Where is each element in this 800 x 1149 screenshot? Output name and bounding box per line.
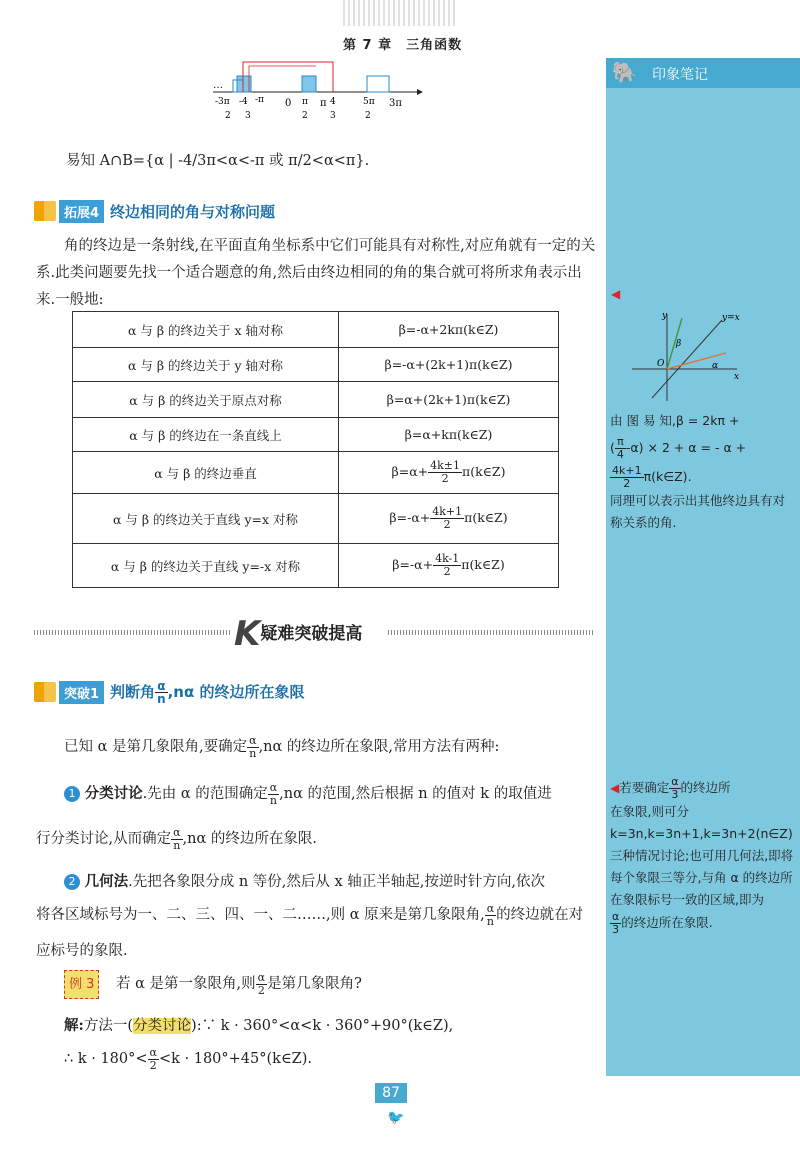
notes-title: 印象笔记: [652, 67, 708, 83]
table-cell: α 与 β 的终边关于直线 y=x 对称: [73, 494, 339, 544]
label-y: y: [662, 311, 668, 321]
tick-pi-2-den: 2: [302, 111, 308, 121]
tick-3pi: 3π: [389, 98, 402, 109]
method-1: 1 分类讨论.先由 α 的范围确定 $\frac{\alpha}{n}$ ,nα 的范围,然后根据 n 的值对 k 的取值进: [64, 780, 604, 808]
book-icon: [34, 201, 56, 221]
set-b-bracket: [243, 62, 333, 92]
section-title: 判断角 $\frac{\alpha}{n}$ ,nα 的终边所在象限: [110, 678, 305, 706]
table-cell: α 与 β 的终边关于直线 y=-x 对称: [73, 544, 339, 588]
table-cell: α 与 β 的终边关于 x 轴对称: [73, 312, 339, 348]
number-circle: 2: [64, 874, 80, 890]
tick-neg-3pi-2: -3π: [215, 97, 230, 107]
table-cell: β=-α+ $\frac{4k-1}{2}$ π(k∈Z): [339, 544, 559, 588]
method-1-cont: 行分类讨论,从而确定 $\frac{\alpha}{n}$ ,nα 的终边所在象限.: [36, 825, 318, 852]
ellipsis-left: …: [213, 80, 223, 91]
example-label: 例 3: [64, 970, 99, 999]
k-logo: K: [234, 614, 261, 654]
solution-line-2: ∴ k · 180°< $\frac{\alpha}{2}$ <k · 180°+45°(k∈Z).: [64, 1045, 313, 1072]
number-circle: 1: [64, 786, 80, 802]
section-badge: 突破1: [59, 681, 104, 704]
table-cell: α 与 β 的终边在一条直线上: [73, 418, 339, 452]
table-cell: β=α+ $\frac{4k\pm 1}{2}$ π(k∈Z): [339, 452, 559, 494]
tick-pi: π: [320, 98, 327, 109]
tick-5pi-2-num: 5π: [363, 97, 375, 107]
section-badge: 拓展4: [59, 200, 104, 223]
section-breakthrough-1: [34, 680, 305, 704]
label-x: x: [734, 372, 740, 382]
page-number: 87: [375, 1083, 407, 1103]
label-alpha: α: [712, 361, 719, 371]
table-cell: α 与 β 的终边关于原点对称: [73, 382, 339, 418]
table-row: [73, 544, 559, 588]
axis-arrow: [417, 89, 423, 95]
tick-neg-4-3: -4: [239, 97, 248, 107]
tick-neg-3pi-2-den: 2: [225, 111, 231, 121]
section2-intro: 已知 α 是第几象限角,要确定 $\frac{\alpha}{n}$ ,nα 的终边所在象限,常用方法有两种:: [64, 733, 500, 760]
interval-3: [367, 76, 389, 92]
bird-icon: 🐦: [387, 1110, 405, 1126]
section1-paragraph: 角的终边是一条射线,在平面直角坐标系中它们可能具有对称性,对应角就有一定的关系.此类问题要先找一个适合题意的角,然后由终边相同的角的集合就可将所求角表示出来.一般地:: [36, 238, 596, 308]
header-decoration: [343, 0, 458, 26]
tick-4-3-num: 4: [330, 97, 336, 107]
tick-4-3-den: 3: [330, 111, 336, 121]
table-row: [73, 312, 559, 348]
table-row: [73, 418, 559, 452]
tick-pi-2-num: π: [302, 97, 308, 107]
label-yx: y=x: [722, 313, 740, 323]
method-2: 2 几何法.先把各象限分成 n 等份,然后从 x 轴正半轴起,按逆时针方向,依次: [64, 868, 604, 896]
elephant-icon: 🐘: [612, 60, 637, 84]
divider-left: [34, 630, 230, 635]
method-2-end: 应标号的象限.: [36, 943, 128, 959]
tick-neg-pi: -π: [255, 95, 264, 105]
table-cell: β=-α+ $\frac{4k+1}{2}$ π(k∈Z): [339, 494, 559, 544]
chapter-header: 第 7 章 三角函数: [343, 38, 463, 53]
divider-right: [388, 630, 594, 635]
tick-5pi-2-den: 2: [365, 111, 371, 121]
table-row: [73, 348, 559, 382]
section-title: 终边相同的角与对称问题: [110, 202, 276, 221]
tick-neg-4-3-den: 3: [245, 111, 251, 121]
solution-line-1: 解:方法一(分类讨论):∵ k · 360°<α<k · 360°+90°(k∈Z),: [64, 1017, 454, 1034]
number-line-diagram: [205, 60, 425, 124]
interval-2: [302, 76, 316, 92]
table-cell: β=-α+2kπ(k∈Z): [339, 312, 559, 348]
symmetry-table: [72, 311, 559, 588]
tick-zero: 0: [285, 98, 292, 109]
table-cell: β=α+kπ(k∈Z): [339, 418, 559, 452]
angle-diagram: [622, 306, 752, 406]
sidebar-note-1: 由 图 易 知,β = 2kπ + ( $\frac{\pi}{4}$ -α) × 2 + α = - α + $\frac{4k+1}{2}$ π(k∈Z). 同理可以表示出其他终边具有对称关系的角.: [610, 413, 786, 530]
intersection-text: 易知 A∩B={α | -4/3π<α<-π 或 π/2<α<π}.: [66, 153, 370, 169]
method-2-cont: 将各区域标号为一、二、三、四、一、二……,则 α 原来是第几象限角, $\frac{\alpha}{n}$ 的终边就在对: [36, 901, 584, 928]
table-cell: α 与 β 的终边关于 y 轴对称: [73, 348, 339, 382]
section-extension-4: [34, 199, 275, 223]
table-cell: α 与 β 的终边垂直: [73, 452, 339, 494]
table-row: [73, 494, 559, 544]
label-o: O: [657, 359, 665, 369]
pointer-icon: ◀: [611, 287, 621, 301]
divider-title-text: 疑难突破提高: [260, 624, 363, 644]
book-icon: [34, 682, 56, 702]
divider-title: [234, 614, 362, 654]
table-cell: β=-α+(2k+1)π(k∈Z): [339, 348, 559, 382]
table-row: [73, 382, 559, 418]
table-row: [73, 452, 559, 494]
table-cell: β=α+(2k+1)π(k∈Z): [339, 382, 559, 418]
sidebar-note-2: ◀若要确定 $\frac{\alpha}{3}$ 的终边所 在象限,则可分 k=3n,k=3n+1,k=3n+2(n∈Z)三种情况讨论;也可用几何法,即将每个象限三等分,与角 α 的终边所在象限标号一致的区域,即为 $\frac{\alpha}{3}$ 的终边所在象限.: [610, 775, 794, 936]
example-3: 例 3 若 α 是第一象限角,则 $\frac{\alpha}{2}$ 是第几象限角?: [64, 970, 362, 999]
label-beta: β: [676, 339, 682, 349]
